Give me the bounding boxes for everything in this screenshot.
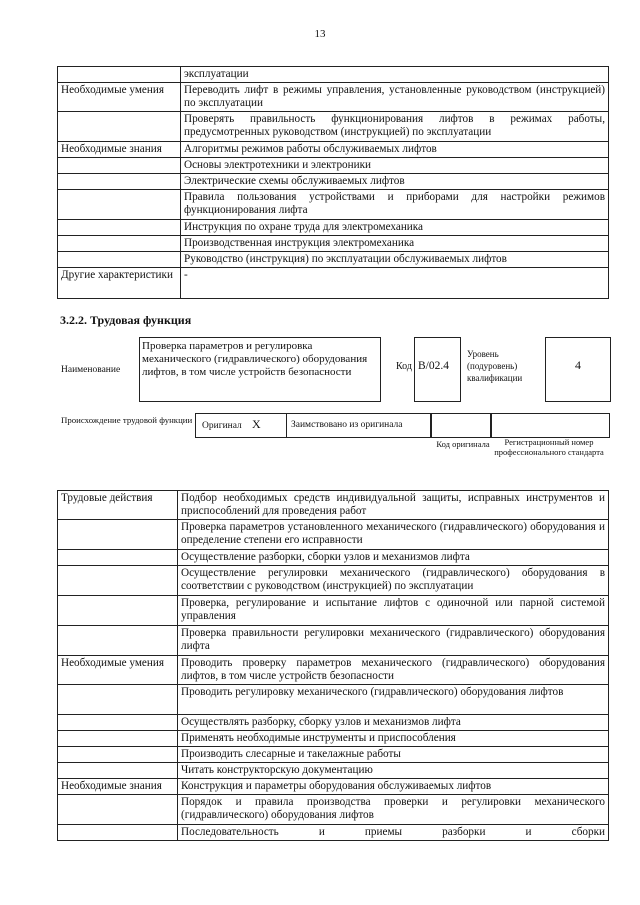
table-cell: Подбор необходимых средств индивидуальной защиты, исправных инструментов и приспособлений для проведения работ — [178, 491, 609, 520]
code-label: Код — [396, 361, 412, 372]
table-label — [58, 67, 181, 83]
table-cell: Последовательность и приемы разборки и сборки — [178, 825, 609, 841]
function-name: Проверка параметров и регулировка механического (гидравлического) оборудования лифтов, в том числе устройств безопасности — [142, 340, 368, 378]
table-cell: Проверять правильность функционирования лифтов в режимах работы, предусмотренных руководством (инструкцией) по эксплуатации — [181, 112, 609, 142]
table-cell: Проводить проверку параметров механического (гидравлического) оборудования лифтов, в том числе устройств безопасности — [178, 656, 609, 685]
page-number: 13 — [314, 28, 326, 40]
original-cell — [195, 413, 287, 438]
table-cell: Проверка правильности регулировки механического (гидравлического) оборудования лифта — [178, 626, 609, 656]
table-cell: Инструкция по охране труда для электромеханика — [181, 220, 609, 236]
table-cell: Переводить лифт в режимы управления, установленные руководством (инструкцией) по эксплуатации — [181, 83, 609, 112]
table-cell: Порядок и правила производства проверки и регулировки механического (гидравлического) оборудования лифтов — [178, 795, 609, 825]
table-label: Необходимые умения — [58, 83, 181, 112]
level-label: Уровень (подуровень) квалификации — [467, 349, 523, 383]
table-cell: Применять необходимые инструменты и приспособления — [178, 731, 609, 747]
table-label: Необходимые знания — [58, 142, 181, 158]
code-box — [414, 337, 461, 402]
borrowed-label: Заимствовано из оригинала — [291, 420, 403, 430]
table-cell: Правила пользования устройствами и приборами для настройки режимов функционирования лифта — [181, 190, 609, 220]
table-cell: Читать конструкторскую документацию — [178, 763, 609, 779]
table-label: Необходимые умения — [58, 656, 178, 685]
top-requirements-table — [57, 66, 609, 299]
origin-code-caption: Код оригинала — [436, 439, 490, 449]
divider — [430, 413, 432, 438]
table-cell: Осуществлять разборку, сборку узлов и механизмов лифта — [178, 715, 609, 731]
code-value: B/02.4 — [418, 360, 449, 372]
function-name-box — [139, 337, 381, 402]
section-title: 3.2.2. Трудовая функция — [60, 313, 192, 327]
table-cell: Производить слесарные и такелажные работы — [178, 747, 609, 763]
table-cell: Проводить регулировку механического (гидравлического) оборудования лифтов — [178, 685, 609, 715]
origin-label: Происхождение трудовой функции — [61, 415, 193, 425]
reg-number-caption: Регистрационный номер профессионального стандарта — [494, 437, 604, 457]
table-cell: Конструкция и параметры оборудования обслуживаемых лифтов — [178, 779, 609, 795]
level-box — [545, 337, 611, 402]
table-cell: Основы электротехники и электроники — [181, 158, 609, 174]
table-cell: Проверка параметров установленного механического (гидравлического) оборудования и определение степени его исправности — [178, 520, 609, 550]
table-cell: эксплуатации — [181, 67, 609, 83]
table-cell: - — [181, 268, 609, 299]
table-cell: Проверка, регулирование и испытание лифтов с одиночной или парной системой управления — [178, 596, 609, 626]
bottom-function-table — [57, 490, 609, 841]
table-label: Необходимые знания — [58, 779, 178, 795]
divider — [490, 413, 492, 438]
table-cell: Осуществление регулировки механического (гидравлического) оборудования в соответствии с руководством (инструкцией) по эксплуатации — [178, 566, 609, 596]
level-value: 4 — [575, 358, 581, 372]
original-mark: X — [252, 417, 261, 431]
table-cell: Руководство (инструкция) по эксплуатации обслуживаемых лифтов — [181, 252, 609, 268]
original-label: Оригинал — [202, 421, 242, 431]
table-cell: Осуществление разборки, сборки узлов и механизмов лифта — [178, 550, 609, 566]
table-cell: Электрические схемы обслуживаемых лифтов — [181, 174, 609, 190]
table-cell: Производственная инструкция электромеханика — [181, 236, 609, 252]
name-label: Наименование — [61, 365, 121, 375]
table-label: Трудовые действия — [58, 491, 178, 520]
table-label: Другие характеристики — [58, 268, 181, 299]
table-cell: Алгоритмы режимов работы обслуживаемых лифтов — [181, 142, 609, 158]
